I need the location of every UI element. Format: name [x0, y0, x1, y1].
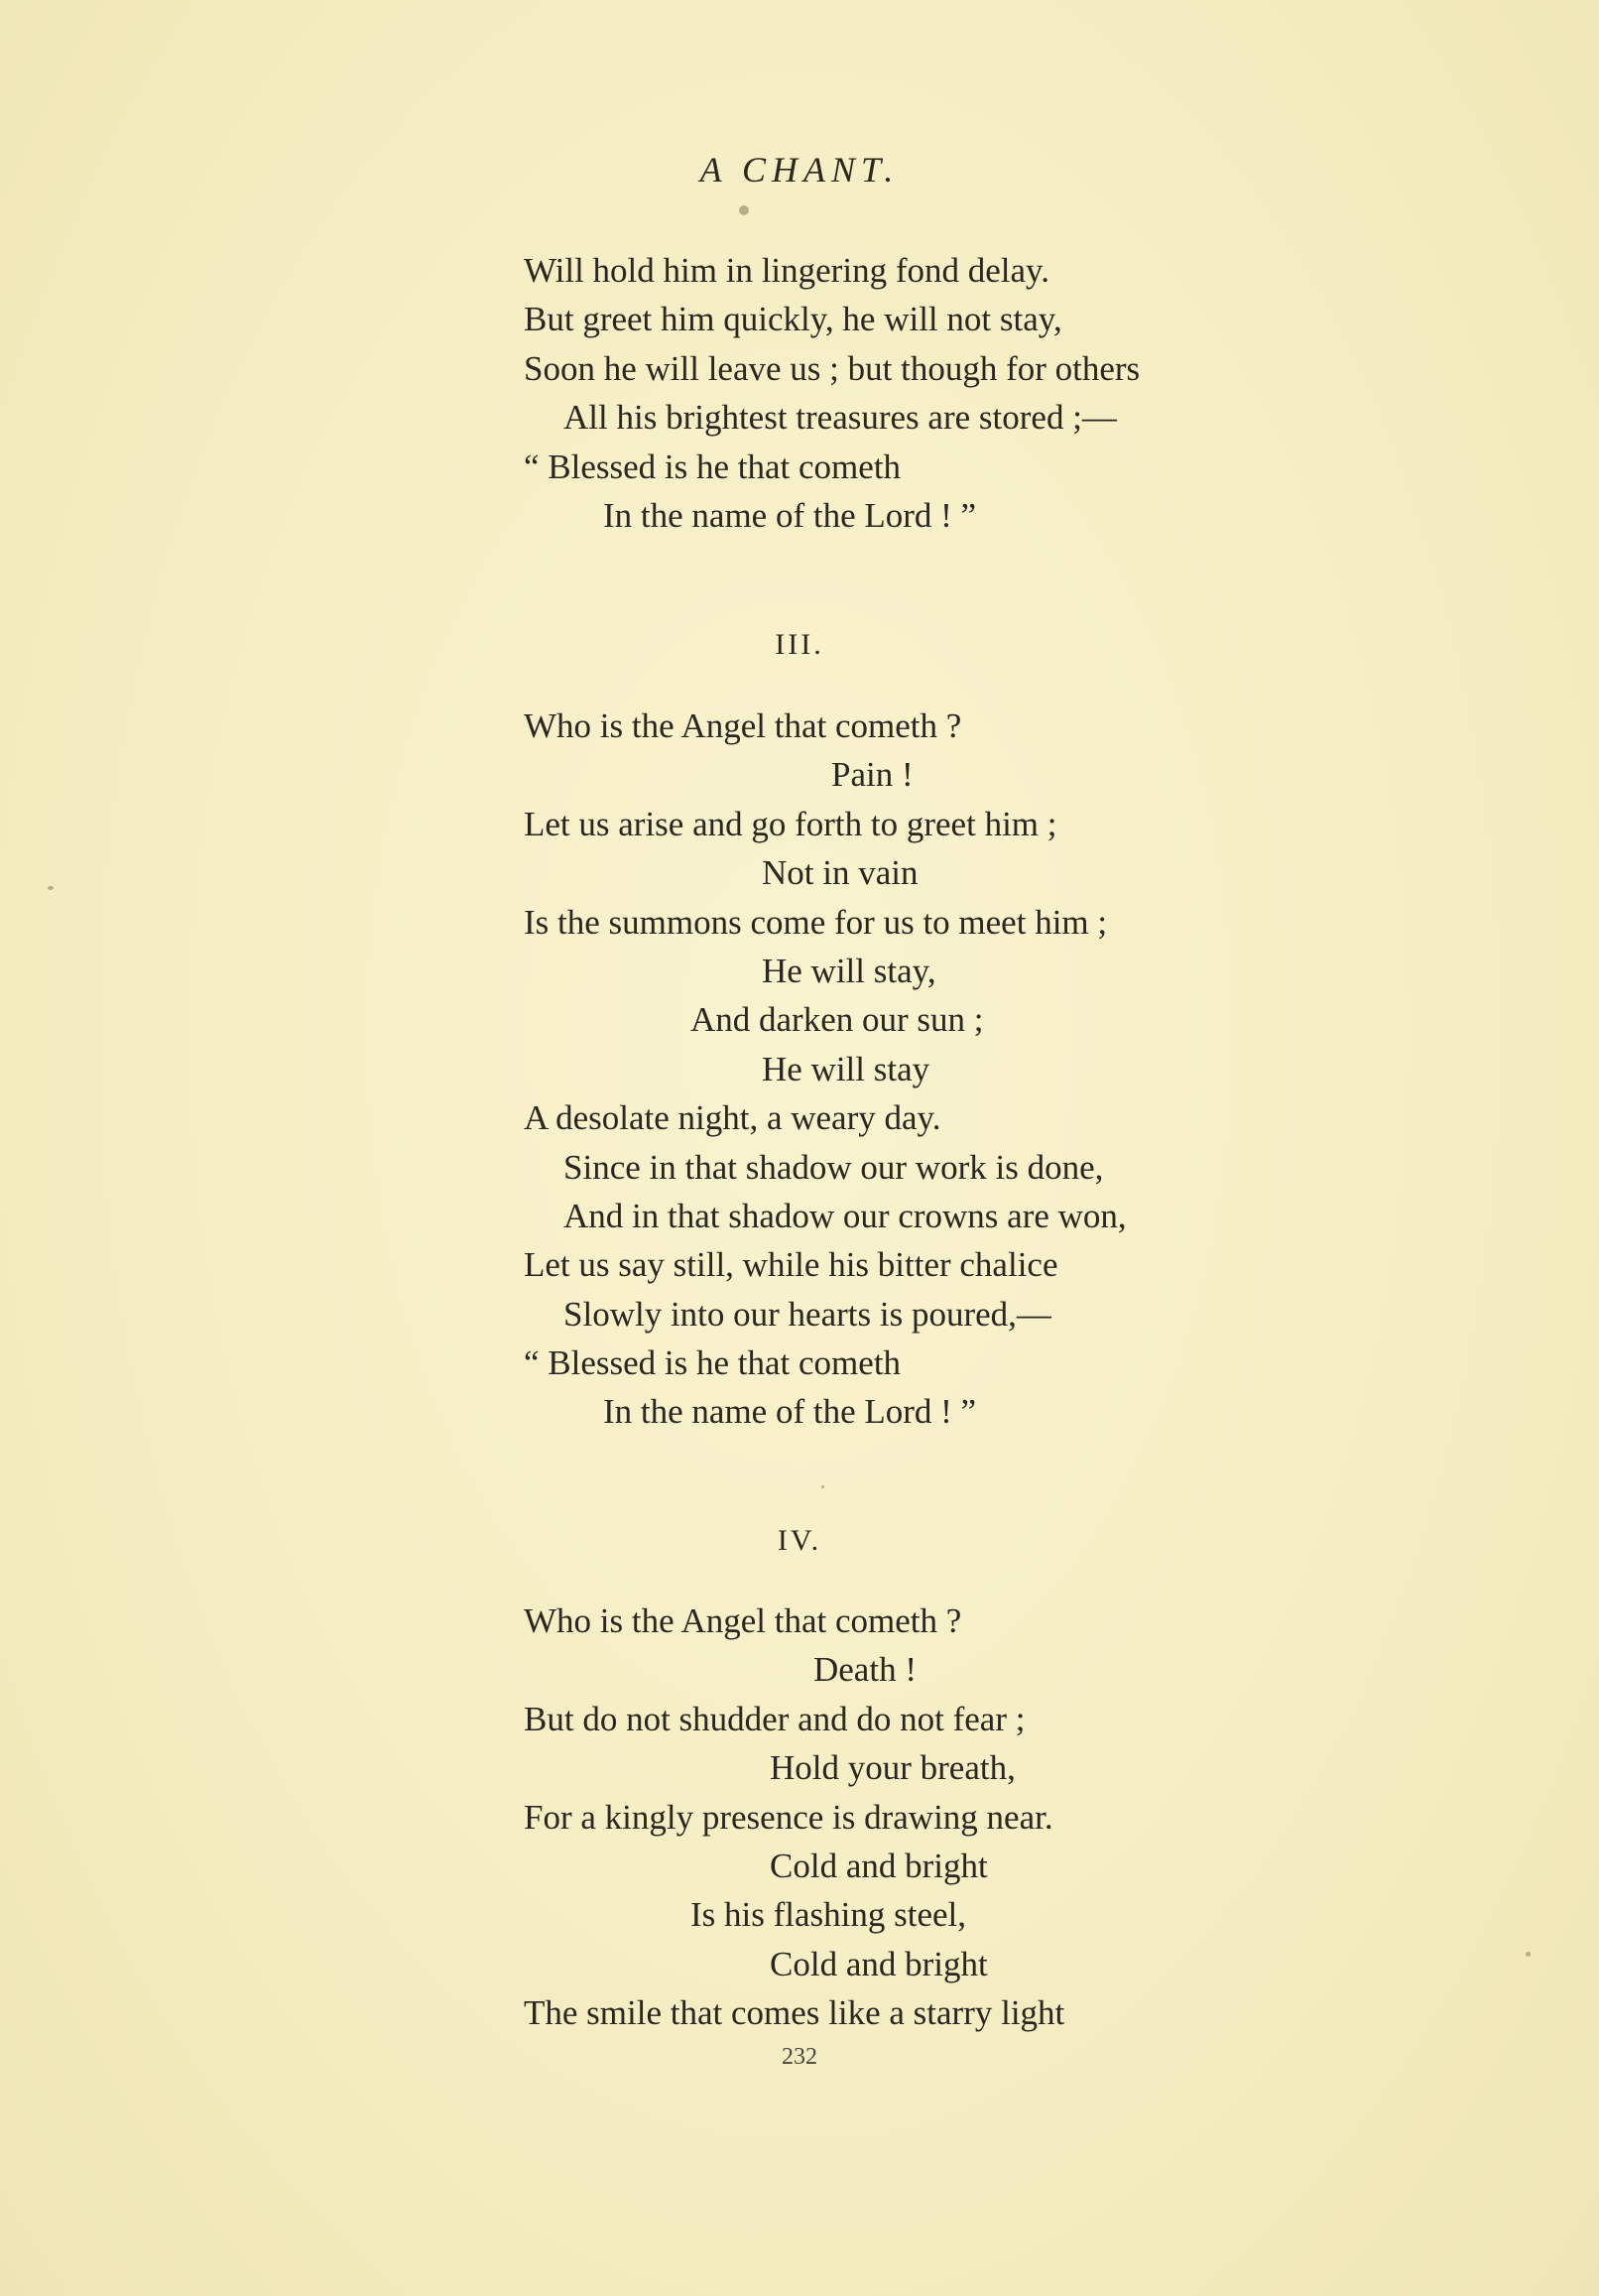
section-number-four: IV. — [777, 1524, 822, 1557]
stanza-three — [524, 702, 1337, 1437]
poem-line: He will stay — [762, 1049, 930, 1088]
poem-line: The smile that comes like a starry light — [524, 1993, 1065, 2033]
poem-line: A desolate night, a weary day. — [524, 1098, 941, 1138]
poem-line: Death ! — [813, 1650, 917, 1690]
poem-line: Who is the Angel that cometh ? — [524, 1601, 962, 1640]
stanza-four — [524, 1596, 1337, 2038]
poem-line: All his brightest treasures are stored ;— — [563, 398, 1117, 438]
page-number: 232 — [782, 2044, 817, 2070]
poem-line: Is his flashing steel, — [690, 1895, 967, 1935]
poem-line: Let us arise and go forth to greet him ; — [524, 804, 1057, 843]
poem-line: Will hold him in lingering fond delay. — [524, 251, 1049, 290]
poem-line: But greet him quickly, he will not stay, — [524, 300, 1062, 339]
running-title: A CHANT. — [699, 150, 900, 190]
paper-blemish — [48, 886, 54, 890]
poem-line: And in that shadow our crowns are won, — [563, 1196, 1127, 1235]
poem-line: Who is the Angel that cometh ? — [524, 706, 962, 745]
poem-line: For a kingly presence is drawing near. — [524, 1797, 1053, 1837]
poem-line: Not in vain — [762, 853, 919, 893]
poem-line: Cold and bright — [770, 1846, 988, 1885]
poem-line: Is the summons come for us to meet him ; — [524, 902, 1108, 942]
poem-line: In the name of the Lord ! ” — [603, 1392, 977, 1432]
poem-line: “ Blessed is he that cometh — [524, 1343, 902, 1383]
poem-line: Slowly into our hearts is poured,— — [563, 1294, 1051, 1334]
poem-line: He will stay, — [762, 951, 936, 990]
paper-blemish — [1526, 1952, 1531, 1957]
paper-blemish — [739, 205, 749, 215]
poem-line: Soon he will leave us ; but though for others — [524, 348, 1141, 388]
poem-line: Pain ! — [831, 755, 914, 795]
poem-line: “ Blessed is he that cometh — [524, 446, 902, 486]
section-number-three: III. — [775, 628, 824, 661]
poem-line: Hold your breath, — [770, 1748, 1016, 1788]
poem-line: Cold and bright — [770, 1944, 988, 1983]
paper-blemish — [821, 1485, 824, 1488]
poem-line: But do not shudder and do not fear ; — [524, 1699, 1026, 1738]
poem-line: In the name of the Lord ! ” — [603, 495, 977, 535]
stanza-continued — [524, 246, 1337, 540]
poem-line: And darken our sun ; — [690, 1000, 984, 1040]
poem-line: Since in that shadow our work is done, — [563, 1147, 1104, 1187]
poem-line: Let us say still, while his bitter chalice — [524, 1245, 1058, 1285]
